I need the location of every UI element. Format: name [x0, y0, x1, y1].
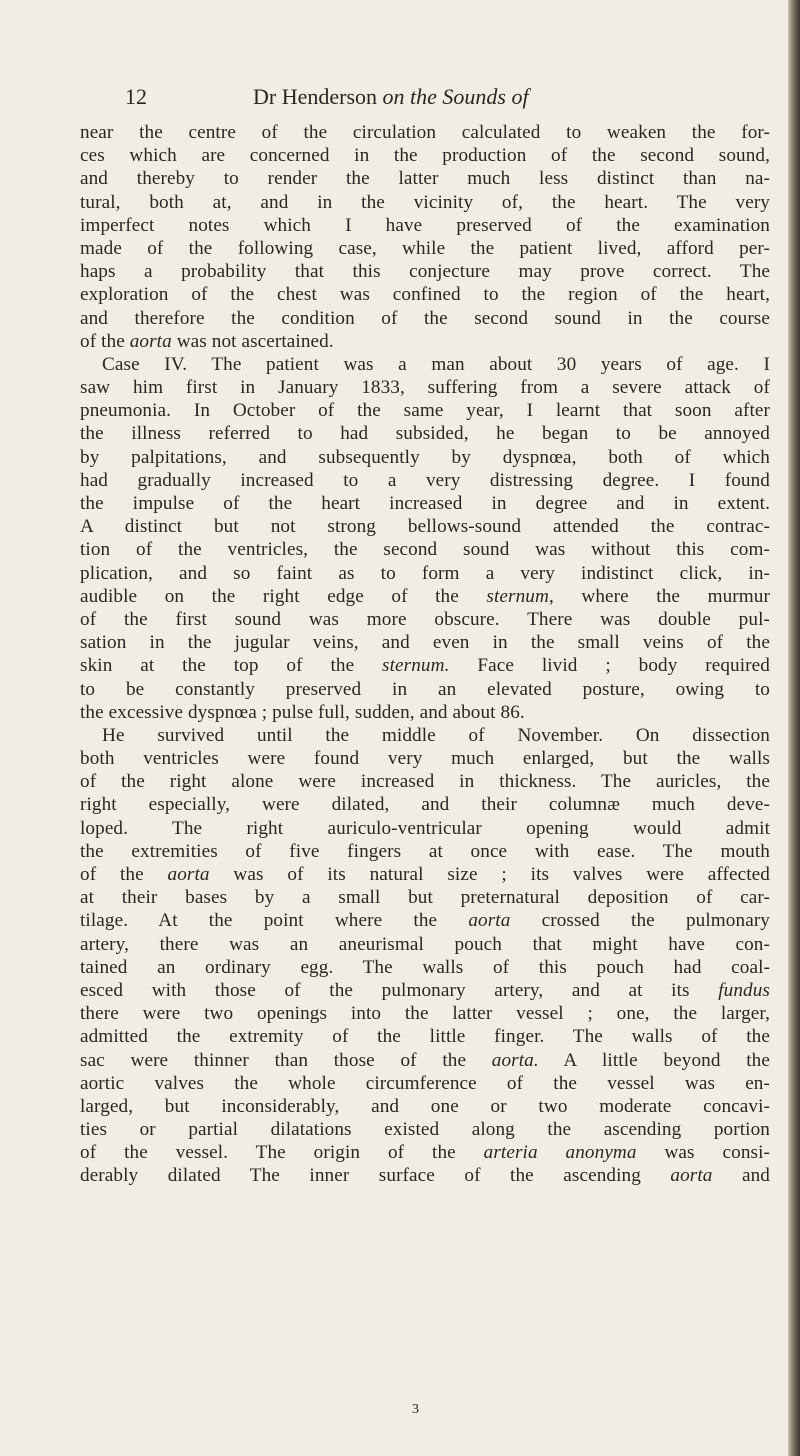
text-run: the impulse of the heart increased in degree and in extent.: [80, 493, 770, 514]
text-line: [80, 214, 770, 237]
text-line: [80, 1049, 770, 1072]
text-run: He survived until the middle of November. On dissection: [102, 724, 770, 746]
text-run: ties or partial dilatations existed along the ascending portion: [80, 1119, 770, 1141]
text-line: [80, 469, 770, 492]
text-line: [80, 1002, 770, 1025]
text-run: plication, and so faint as to form a very indistinct click, in-: [80, 562, 770, 584]
text-line: [80, 631, 770, 654]
text-line: [80, 353, 770, 376]
text-line: [80, 144, 770, 167]
text-run: crossed the pulmonary: [510, 910, 770, 932]
text-line: [80, 933, 770, 956]
text-line: [80, 770, 770, 793]
text-line: [80, 515, 770, 538]
text-run: tained an ordinary egg. The walls of this pouch had coal-: [80, 956, 770, 978]
text-line: [80, 701, 770, 724]
text-run: near the centre of the circulation calculated to weaken the for-: [80, 122, 770, 143]
text-line: [80, 283, 770, 306]
text-run: right especially, were dilated, and their columnæ much deve-: [80, 794, 770, 816]
text-run: the excessive dyspnœa ; pulse full, sudden, and about 86.: [80, 701, 525, 723]
text-run: A distinct but not strong bellows-sound attended the contrac-: [80, 516, 770, 538]
text-run: at their bases by a small but preternatural deposition of car-: [80, 887, 770, 909]
text-line: [80, 260, 770, 283]
text-run: the illness referred to had subsided, he began to be annoyed: [80, 423, 770, 445]
text-run: sac were thinner than those of the: [80, 1049, 492, 1071]
text-line: [80, 909, 770, 932]
text-run: loped. The right auriculo-ventricular opening would admit: [80, 817, 770, 839]
text-run: and: [712, 1165, 770, 1187]
text-line: [80, 886, 770, 909]
text-line: [80, 793, 770, 816]
text-line: [80, 446, 770, 469]
page-number: 12: [125, 84, 147, 109]
text-run: A little beyond the: [538, 1049, 770, 1071]
text-line: [80, 747, 770, 770]
text-run: tion of the ventricles, the second sound was without this com-: [80, 539, 770, 561]
text-line: [80, 1118, 770, 1141]
text-line: [80, 307, 770, 330]
text-run: Case IV. The patient was a man about 30 years of age. I: [102, 353, 770, 375]
text-line: [80, 608, 770, 631]
text-line: [80, 167, 770, 190]
text-run: and thereby to render the latter much less distinct than na-: [80, 168, 770, 190]
text-line: [80, 956, 770, 979]
text-line: [80, 1141, 770, 1164]
italic-term: aorta: [129, 330, 172, 352]
text-run: saw him first in January 1833, suffering from a severe attack of: [80, 377, 770, 399]
text-line: [80, 492, 770, 515]
text-run: there were two openings into the latter vessel ; one, the larger,: [80, 1003, 770, 1025]
page-edge-shadow: [788, 0, 800, 1456]
text-line: [80, 1072, 770, 1095]
text-run: to be constantly preserved in an elevated posture, owing to: [80, 678, 770, 700]
text-run: and therefore the condition of the second sound in the course: [80, 307, 770, 329]
text-run: both ventricles were found very much enlarged, but the walls: [80, 748, 770, 770]
text-run: by palpitations, and subsequently by dyspnœa, both of which: [80, 446, 770, 468]
text-run: pneumonia. In October of the same year, I learnt that soon after: [80, 400, 770, 422]
running-title-text: Dr Henderson: [253, 84, 383, 109]
text-run: derably dilated The inner surface of the ascending: [80, 1165, 671, 1187]
text-line: [80, 376, 770, 399]
text-run: aortic valves the whole circumference of the vessel was en-: [80, 1072, 770, 1094]
text-run: admitted the extremity of the little finger. The walls of the: [80, 1026, 770, 1048]
italic-term: fundus: [718, 979, 770, 1001]
text-line: [80, 1164, 770, 1187]
text-line: [80, 422, 770, 445]
text-run: tilage. At the point where the: [80, 910, 469, 932]
text-line: [80, 654, 770, 677]
text-run: esced with those of the pulmonary artery, and at its: [80, 979, 719, 1001]
text-run: , where the murmur: [548, 585, 770, 607]
text-line: [80, 237, 770, 260]
text-run: made of the following case, while the patient lived, afford per-: [80, 237, 770, 259]
text-run: imperfect notes which I have preserved of the examination: [80, 214, 770, 236]
text-run: of the vessel. The origin of the: [80, 1142, 484, 1164]
italic-term: aorta: [468, 910, 511, 932]
italic-term: sternum.: [382, 655, 450, 677]
text-line: [80, 1025, 770, 1048]
italic-term: arteria anonyma: [483, 1142, 637, 1164]
text-line: [80, 538, 770, 561]
text-run: haps a probability that this conjecture may prove correct. The: [80, 261, 770, 283]
text-line: [80, 562, 770, 585]
italic-term: aorta.: [491, 1049, 539, 1071]
italic-term: aorta: [670, 1165, 713, 1187]
text-run: was not ascertained.: [171, 330, 334, 352]
text-run: ces which are concerned in the production of the second sound,: [80, 145, 770, 167]
text-run: audible on the right edge of the: [80, 585, 487, 607]
text-line: [80, 399, 770, 422]
running-title: [253, 84, 529, 110]
running-header: [125, 84, 645, 118]
text-line: [80, 121, 770, 144]
signature-mark: 3: [412, 1402, 419, 1417]
text-run: Face livid ; body required: [449, 655, 770, 677]
text-run: had gradually increased to a very distressing degree. I found: [80, 469, 770, 491]
text-run: was of its natural size ; its valves were affected: [209, 864, 770, 885]
text-run: was consi-: [636, 1142, 770, 1164]
text-run: tural, both at, and in the vicinity of, the heart. The very: [80, 191, 770, 213]
text-line: [80, 979, 770, 1002]
text-line: [80, 1095, 770, 1118]
text-run: larged, but inconsiderably, and one or two moderate concavi-: [80, 1095, 770, 1117]
text-run: of the right alone were increased in thickness. The auricles, the: [80, 771, 770, 793]
text-run: skin at the top of the: [80, 655, 383, 677]
text-line: [80, 724, 770, 747]
text-run: of the: [80, 330, 130, 352]
running-title-italic: on the Sounds of: [382, 84, 529, 109]
text-line: [80, 330, 770, 353]
text-run: sation in the jugular veins, and even in the small veins of the: [80, 632, 770, 654]
text-line: [80, 817, 770, 840]
text-line: [80, 863, 770, 886]
italic-term: aorta: [167, 864, 210, 885]
text-line: [80, 191, 770, 214]
text-run: the extremities of five fingers at once with ease. The mouth: [80, 840, 770, 862]
italic-term: sternum: [486, 585, 549, 607]
text-line: [80, 840, 770, 863]
body-text: [80, 121, 770, 1188]
text-run: exploration of the chest was confined to the region of the heart,: [80, 284, 770, 306]
text-run: artery, there was an aneurismal pouch that might have con-: [80, 933, 770, 955]
text-line: [80, 678, 770, 701]
text-line: [80, 585, 770, 608]
text-run: of the first sound was more obscure. There was double pul-: [80, 608, 770, 630]
text-run: of the: [80, 864, 168, 885]
